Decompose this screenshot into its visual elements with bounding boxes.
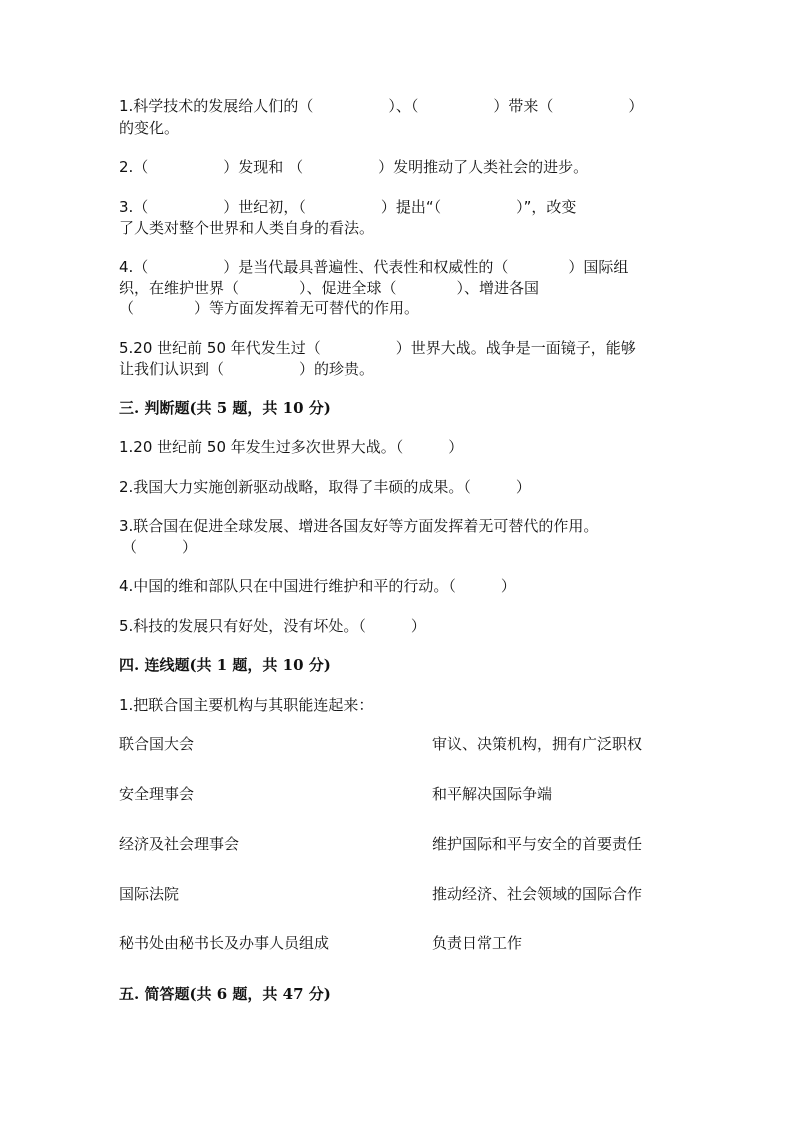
match-right-4[interactable]: 推动经济、社会领域的国际合作 — [432, 885, 643, 903]
fill-q4-line1: 4.（ ）是当代最具普遍性、代表性和权威性的（ ）国际组 — [119, 258, 629, 276]
fill-q1-line1: 1.科学技术的发展给人们的（ ）、（ ）带来（ ） — [119, 97, 644, 115]
judge-item-1: 1.20 世纪前 50 年发生过多次世界大战。（ ） — [119, 438, 464, 456]
judge-heading: 三. 判断题(共 5 题，共 10 分) — [119, 399, 331, 417]
match-right-1[interactable]: 审议、决策机构，拥有广泛职权 — [432, 735, 643, 753]
judge-item-3: 3.联合国在促进全球发展、增进各国友好等方面发挥着无可替代的作用。 — [119, 517, 599, 535]
fill-q4-line2: 织，在维护世界（ ）、促进全球（ ）、增进各国 — [119, 279, 540, 297]
match-left-2[interactable]: 安全理事会 — [119, 785, 195, 803]
match-right-5[interactable]: 负责日常工作 — [432, 934, 523, 952]
match-left-3[interactable]: 经济及社会理事会 — [119, 835, 240, 853]
fill-q3-line2: 了人类对整个世界和人类自身的看法。 — [119, 219, 375, 237]
match-heading: 四. 连线题(共 1 题，共 10 分) — [119, 656, 331, 674]
fill-q1-line2: 的变化。 — [119, 119, 180, 137]
fill-q4-line3: （ ）等方面发挥着无可替代的作用。 — [119, 299, 420, 317]
judge-item-2: 2.我国大力实施创新驱动战略，取得了丰硕的成果。（ ） — [119, 478, 531, 496]
match-left-4[interactable]: 国际法院 — [119, 885, 180, 903]
short-answer-heading: 五. 简答题(共 6 题，共 47 分) — [119, 985, 331, 1003]
judge-item-5: 5.科技的发展只有好处，没有坏处。（ ） — [119, 617, 426, 635]
judge-item-3-blank: （ ） — [122, 538, 198, 556]
fill-q5-line2: 让我们认识到（ ）的珍贵。 — [119, 360, 375, 378]
match-prompt: 1.把联合国主要机构与其职能连起来： — [119, 696, 374, 714]
match-right-2[interactable]: 和平解决国际争端 — [432, 785, 553, 803]
match-left-1[interactable]: 联合国大会 — [119, 735, 195, 753]
fill-q3-line1: 3.（ ）世纪初，（ ）提出“（ ）”，改变 — [119, 198, 577, 216]
match-left-5[interactable]: 秘书处由秘书长及办事人员组成 — [119, 934, 330, 952]
fill-q2-line1: 2.（ ）发现和 （ ）发明推动了人类社会的进步。 — [119, 158, 589, 176]
judge-item-4: 4.中国的维和部队只在中国进行维护和平的行动。（ ） — [119, 577, 516, 595]
fill-q5-line1: 5.20 世纪前 50 年代发生过（ ）世界大战。战争是一面镜子，能够 — [119, 339, 636, 357]
match-right-3[interactable]: 维护国际和平与安全的首要责任 — [432, 835, 643, 853]
